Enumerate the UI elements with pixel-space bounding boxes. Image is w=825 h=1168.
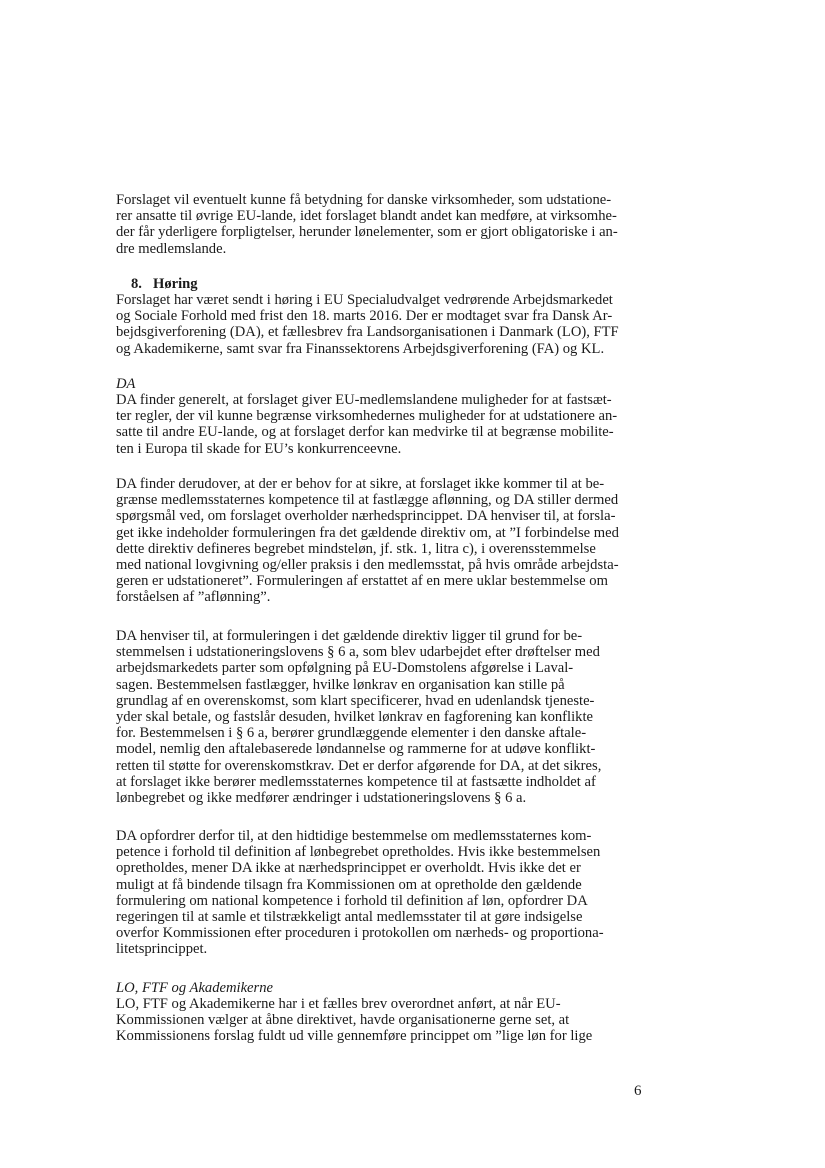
text-line: DA opfordrer derfor til, at den hidtidige bestemmelse om medlemsstaternes kom-: [116, 828, 592, 844]
text-line: geren er udstationeret”. Formuleringen af erstattet af en mere uklar bestemmelse om: [116, 573, 608, 590]
text-line: Forslaget har været sendt i høring i EU Specialudvalget vedrørende Arbejdsmarkedet: [116, 292, 613, 308]
da-paragraph-3: [116, 628, 716, 806]
da-subheading: [116, 376, 716, 392]
da-paragraph-2: [116, 476, 716, 606]
text-line: dre medlemslande.: [116, 240, 227, 257]
text-line: bejdsgiverforening (DA), et fællesbrev fra Landsorganisationen i Danmark (LO), FTF: [116, 324, 619, 341]
text-line: overfor Kommissionen efter proceduren i protokollen om nærheds- og proportiona-: [116, 925, 604, 942]
text-line: muligt at få bindende tilsagn fra Kommissionen om at opretholde den gældende: [116, 876, 582, 893]
lo-subheading: [116, 980, 716, 996]
intro-paragraph: [116, 192, 716, 257]
subheading-lo-ftf-akademikerne: LO, FTF og Akademikerne: [116, 980, 273, 996]
text-line: sagen. Bestemmelsen fastlægger, hvilke lønkrav en organisation kan stille på: [116, 676, 565, 693]
text-line: yder skal betale, og fastslår desuden, hvilket lønkrav en fagforening kan konflikte: [116, 708, 593, 725]
text-line: stemmelsen i udstationeringslovens § 6 a, som blev udarbejdet efter drøftelser med: [116, 644, 600, 661]
text-line: ter regler, der vil kunne begrænse virksomhedernes muligheder for at udstationere an-: [116, 408, 618, 425]
text-line: model, nemlig den aftalebaserede løndannelse og rammerne for at udøve konflikt-: [116, 741, 596, 758]
text-line: DA henviser til, at formuleringen i det gældende direktiv ligger til grund for be-: [116, 628, 583, 644]
text-line: satte til andre EU-lande, og at forslaget derfor kan medvirke til at begrænse mobilite-: [116, 424, 614, 441]
da-paragraph-1: [116, 392, 716, 457]
text-line: med national lovgivning og/eller praksis i den medlemsstat, på hvis område arbejdsta-: [116, 556, 619, 573]
page-number: 6: [634, 1083, 642, 1099]
text-line: at forslaget ikke berører medlemsstaternes kompetence til at fastsætte indholdet af: [116, 773, 596, 790]
section-number: 8.: [131, 276, 142, 292]
text-line: ten i Europa til skade for EU’s konkurrenceevne.: [116, 440, 402, 457]
text-line: LO, FTF og Akademikerne har i et fælles brev overordnet anført, at når EU-: [116, 996, 561, 1012]
text-line: arbejdsmarkedets parter som opfølgning på EU-Domstolens afgørelse i Laval-: [116, 660, 574, 677]
text-line: for. Bestemmelsen i § 6 a, berører grundlæggende elementer i den danske aftale-: [116, 725, 587, 742]
lo-paragraph-1: [116, 996, 716, 1045]
text-line: get ikke indeholder formuleringen fra det gældende direktiv om, at ”I forbindelse med: [116, 524, 619, 541]
text-line: der får yderligere forpligtelser, herunder lønelementer, som er gjort obligatoriske i an-: [116, 224, 618, 241]
section-title: Høring: [153, 276, 198, 292]
text-line: Forslaget vil eventuelt kunne få betydning for danske virksomheder, som udstatione-: [116, 192, 612, 208]
text-line: formulering om national kompetence i forhold til definition af løn, opfordrer DA: [116, 892, 588, 909]
text-line: og Akademikerne, samt svar fra Finanssektorens Arbejdsgiverforening (FA) og KL.: [116, 340, 605, 357]
subheading-da: DA: [116, 376, 136, 392]
text-line: DA finder derudover, at der er behov for at sikre, at forslaget ikke kommer til at be-: [116, 476, 605, 492]
text-line: lønbegrebet og ikke medfører ændringer i udstationeringslovens § 6 a.: [116, 789, 527, 806]
text-line: spørgsmål ved, om forslaget overholder nærhedsprincippet. DA henviser til, at forsla-: [116, 508, 616, 525]
text-line: grundlag af en overenskomst, som klart specificerer, hvad en udenlandsk tjeneste-: [116, 692, 595, 709]
text-line: og Sociale Forhold med frist den 18. marts 2016. Der er modtaget svar fra Dansk Ar-: [116, 308, 613, 325]
text-line: forståelsen af ”aflønning”.: [116, 589, 271, 606]
da-paragraph-4: [116, 828, 716, 958]
text-line: Kommissionen vælger at åbne direktivet, havde organisationerne gerne set, at: [116, 1012, 570, 1029]
section-paragraph: [116, 292, 716, 357]
text-line: regeringen til at samle et tilstrækkeligt antal medlemsstater til at gøre indsigelse: [116, 908, 583, 925]
text-line: litetsprincippet.: [116, 941, 208, 958]
text-line: opretholdes, mener DA ikke at nærhedsprincippet er overholdt. Hvis ikke det er: [116, 860, 581, 877]
text-line: DA finder generelt, at forslaget giver EU-medlemslandene muligheder for at fastsæt-: [116, 392, 612, 408]
text-line: petence i forhold til definition af lønbegrebet opretholdes. Hvis ikke bestemmelsen: [116, 844, 601, 861]
text-line: grænse medlemsstaternes kompetence til at fastlægge aflønning, og DA stiller dermed: [116, 492, 619, 509]
text-line: Kommissionens forslag fuldt ud ville gennemføre princippet om ”lige løn for lige: [116, 1028, 593, 1045]
text-line: retten til støtte for overenskomstkrav. Det er derfor afgørende for DA, at det sikres,: [116, 757, 602, 774]
text-line: rer ansatte til øvrige EU-lande, idet forslaget blandt andet kan medføre, at virksomhe-: [116, 208, 617, 225]
text-line: dette direktiv defineres begrebet mindsteløn, jf. stk. 1, litra c), i overensstemmelse: [116, 540, 596, 557]
section-heading: [116, 276, 716, 292]
